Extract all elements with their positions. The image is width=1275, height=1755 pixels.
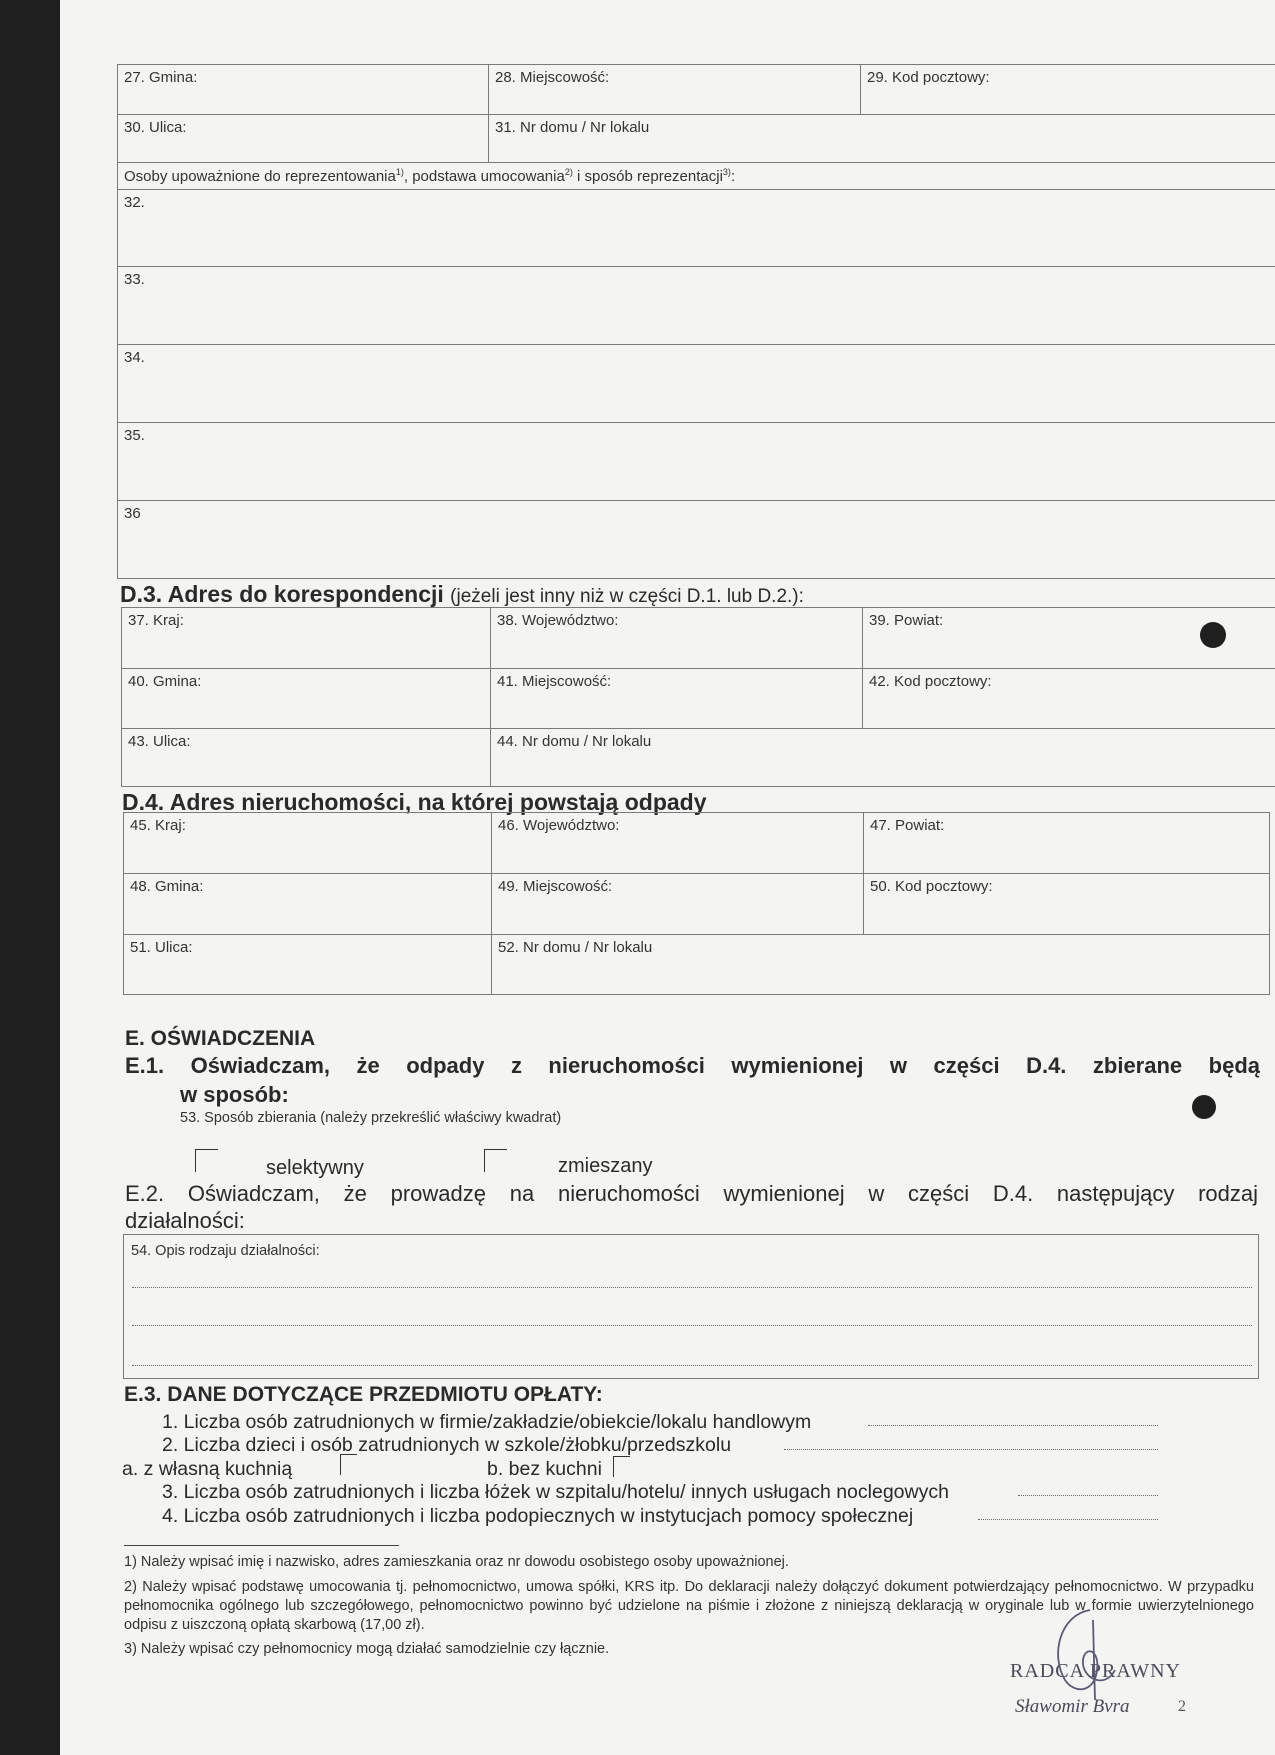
field-32[interactable]: 32. (118, 190, 1275, 267)
field-36[interactable]: 36 (118, 501, 1275, 579)
stamp-title: RADCA PRAWNY (1010, 1660, 1181, 1682)
representatives-table (117, 162, 1275, 579)
field-27-gmina[interactable]: 27. Gmina: (118, 65, 489, 115)
d3-note: (jeżeli jest inny niż w części D.1. lub D.2.): (450, 586, 804, 607)
field-28-miejscowosc[interactable]: 28. Miejscowość: (489, 65, 861, 115)
field-52-nr-domu[interactable]: 52. Nr domu / Nr lokalu (492, 935, 1270, 995)
field-37-kraj[interactable]: 37. Kraj: (122, 608, 491, 669)
e2-statement-line1: E.2. Oświadczam, że prowadzę na nieruchomości wymienionej w części D.4. następujący rodzaj (125, 1181, 1258, 1206)
footnote-ref-2: 2) (564, 167, 573, 177)
rep-title-part-b: , podstawa umocowania (403, 168, 565, 185)
checkbox-z-kuchnia[interactable] (340, 1454, 357, 1475)
d3-title-text: D.3. Adres do korespondencji (120, 581, 444, 607)
dotted-line-1 (132, 1287, 1252, 1288)
footnote-separator (124, 1545, 399, 1546)
d4-table (123, 812, 1270, 995)
field-54-box[interactable] (123, 1234, 1259, 1379)
field-31-nr-domu[interactable]: 31. Nr domu / Nr lokalu (489, 115, 1275, 163)
stamp-name: Sławomir Bvra (1015, 1696, 1130, 1717)
footnote-2: 2) Należy wpisać podstawę umocowania tj. pełnomocnictwo, umowa spółki, KRS itp. Do deklaracji należy dołączyć dokument potwierdzający pełnomocnictwo. W przypadku pełnomocnika ogólnego lub szczegółowego, pełnomocnictwo powinno być udzielone na piśmie i złożone z niniejszą deklaracją w oryginale lub w formie uwierzytelnionego odpisu z uiszczoną opłatą skarbową (17,00 zł). (124, 1579, 1254, 1633)
checkbox-zmieszany[interactable] (484, 1149, 507, 1172)
section-e3-title: E.3. DANE DOTYCZĄCE PRZEDMIOTU OPŁATY: (124, 1383, 603, 1406)
field-30-ulica[interactable]: 30. Ulica: (118, 115, 489, 163)
checkbox-bez-kuchni[interactable] (613, 1456, 630, 1477)
e3-item-2-dots[interactable] (784, 1449, 1158, 1450)
e1-statement-line2: w sposób: (180, 1082, 289, 1107)
field-48-gmina[interactable]: 48. Gmina: (124, 874, 492, 935)
e3-item-3-dots[interactable] (1018, 1495, 1158, 1496)
field-42-kod-pocztowy[interactable]: 42. Kod pocztowy: (863, 669, 1275, 729)
address-top-table (117, 64, 1275, 163)
field-39-powiat[interactable]: 39. Powiat: (863, 608, 1275, 669)
section-e-title: E. OŚWIADCZENIA (125, 1027, 316, 1050)
e3-item-2: 2. Liczba dzieci i osób zatrudnionych w szkole/żłobku/przedszkolu (162, 1434, 732, 1456)
e3-item-3: 3. Liczba osób zatrudnionych i liczba łóżek w szpitalu/hotelu/ innych usługach noclegowych (162, 1481, 949, 1503)
e3-item-4: 4. Liczba osób zatrudnionych i liczba podopiecznych w instytucjach pomocy społecznej (162, 1505, 914, 1527)
rep-title-part-d: : (730, 168, 736, 185)
kitchen-option-b: b. bez kuchni (487, 1458, 602, 1480)
field-46-wojewodztwo[interactable]: 46. Województwo: (492, 813, 864, 874)
dotted-line-3 (132, 1365, 1252, 1366)
field-38-wojewodztwo[interactable]: 38. Województwo: (491, 608, 863, 669)
section-d3-title (120, 581, 804, 608)
e3-item-1-dots[interactable] (868, 1425, 1158, 1426)
rep-title-part-c: i sposób reprezentacji (572, 168, 723, 185)
d3-table (121, 607, 1275, 787)
field-53-label: 53. Sposób zbierania (należy przekreślić właściwy kwadrat) (180, 1110, 562, 1126)
field-43-ulica[interactable]: 43. Ulica: (122, 729, 491, 787)
d4-title-text: D.4. Adres nieruchomości, na której powstają odpady (122, 789, 707, 815)
option-zmieszany-label: zmieszany (558, 1155, 653, 1177)
e3-item-1: 1. Liczba osób zatrudnionych w firmie/zakładzie/obiekcie/lokalu handlowym (162, 1411, 812, 1433)
field-50-kod-pocztowy[interactable]: 50. Kod pocztowy: (864, 874, 1270, 935)
footnote-1: 1) Należy wpisać imię i nazwisko, adres zamieszkania oraz nr dowodu osobistego osoby upoważnionej. (124, 1554, 789, 1570)
form-page (60, 0, 1275, 1755)
page-number: 2 (1178, 1698, 1186, 1715)
field-45-kraj[interactable]: 45. Kraj: (124, 813, 492, 874)
field-49-miejscowosc[interactable]: 49. Miejscowość: (492, 874, 864, 935)
field-40-gmina[interactable]: 40. Gmina: (122, 669, 491, 729)
e1-statement-line1: E.1. Oświadczam, że odpady z nieruchomości wymienionej w części D.4. zbierane będą (125, 1053, 1260, 1078)
dotted-line-2 (132, 1325, 1252, 1326)
signature-mark (1045, 1600, 1135, 1705)
e3-item-4-dots[interactable] (978, 1519, 1158, 1520)
representatives-header (118, 163, 1275, 190)
footnote-ref-3: 3) (722, 167, 731, 177)
footnote-ref-1: 1) (395, 167, 404, 177)
option-selektywny-label: selektywny (266, 1157, 364, 1179)
rep-title-part-a: Osoby upoważnione do reprezentowania (124, 168, 396, 185)
kitchen-option-a: a. z własną kuchnią (122, 1458, 293, 1480)
field-29-kod-pocztowy[interactable]: 29. Kod pocztowy: (861, 65, 1275, 115)
punch-hole-top (1200, 622, 1226, 648)
field-51-ulica[interactable]: 51. Ulica: (124, 935, 492, 995)
e2-statement-line2: działalności: (125, 1208, 245, 1233)
punch-hole-bottom (1192, 1095, 1216, 1119)
field-54-label: 54. Opis rodzaju działalności: (131, 1243, 320, 1259)
field-44-nr-domu[interactable]: 44. Nr domu / Nr lokalu (491, 729, 1275, 787)
field-47-powiat[interactable]: 47. Powiat: (864, 813, 1270, 874)
field-41-miejscowosc[interactable]: 41. Miejscowość: (491, 669, 863, 729)
footnote-3: 3) Należy wpisać czy pełnomocnicy mogą działać samodzielnie czy łącznie. (124, 1641, 610, 1657)
checkbox-selektywny[interactable] (195, 1149, 218, 1172)
field-34[interactable]: 34. (118, 345, 1275, 423)
field-33[interactable]: 33. (118, 267, 1275, 345)
field-35[interactable]: 35. (118, 423, 1275, 501)
